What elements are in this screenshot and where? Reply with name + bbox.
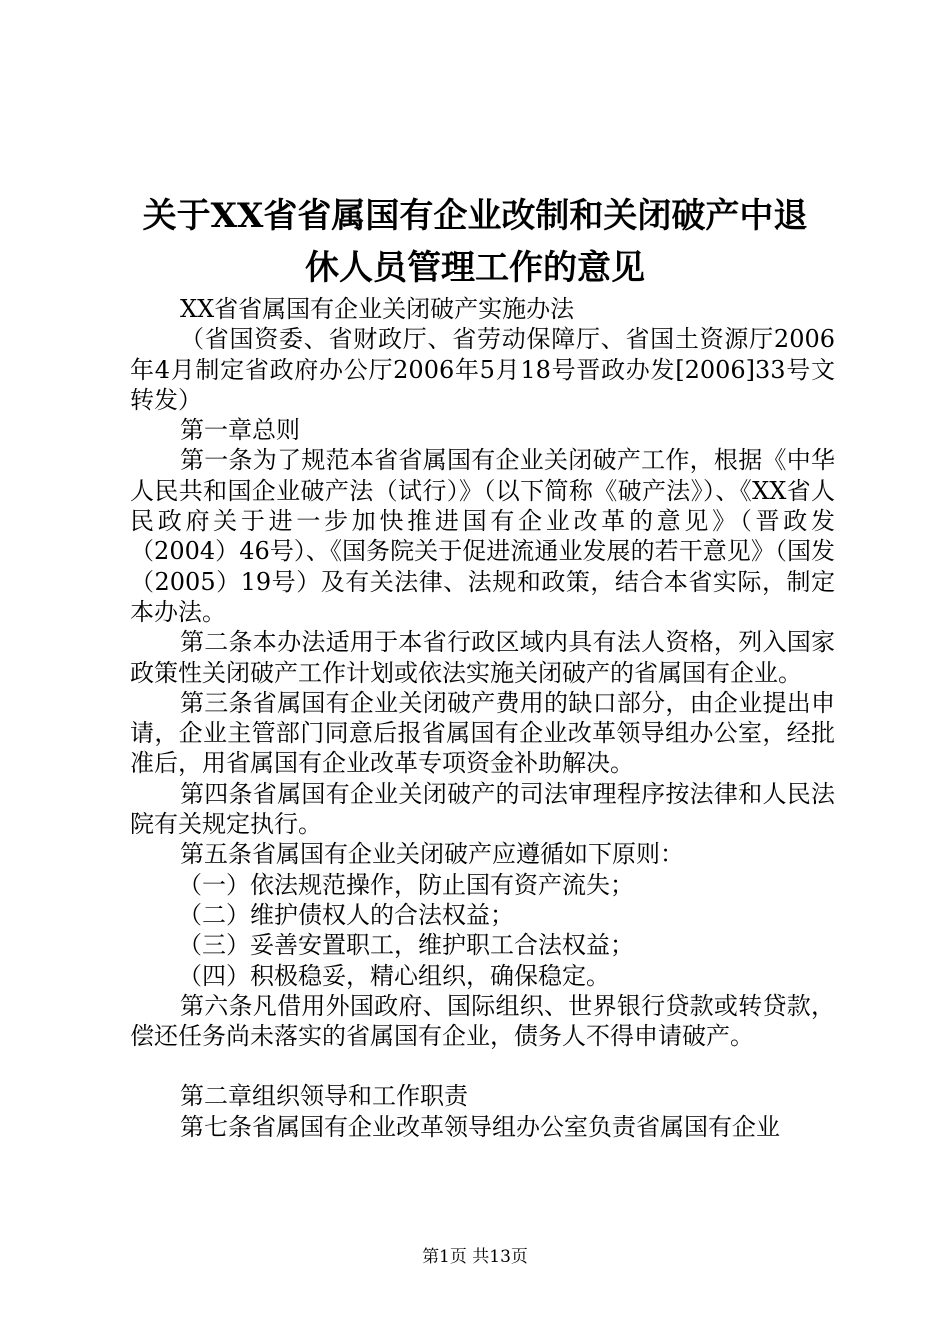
article-paragraph: 第五条省属国有企业关闭破产应遵循如下原则：	[180, 840, 684, 869]
article-paragraph: 第四条省属国有企业关闭破产的司法审理程序按法律和人民法院有关规定执行。	[130, 779, 835, 839]
list-item: （四）积极稳妥，精心组织，确保稳定。	[178, 961, 610, 990]
subtitle-paragraph: XX省省属国有企业关闭破产实施办法	[180, 295, 575, 323]
article-paragraph: 第七条省属国有企业改革领导组办公室负责省属国有企业	[180, 1112, 780, 1141]
list-item: （三）妥善安置职工，维护职工合法权益；	[178, 931, 634, 960]
document-body	[130, 294, 835, 1142]
article-paragraph: 第六条凡借用外国政府、国际组织、世界银行贷款或转贷款，偿还任务尚未落实的省属国有企业，债务人不得申请破产。	[130, 991, 835, 1051]
article-paragraph: 第三条省属国有企业关闭破产费用的缺口部分，由企业提出申请，企业主管部门同意后报省属国有企业改革领导组办公室，经批准后，用省属国有企业改革专项资金补助解决。	[130, 688, 835, 778]
source-note-paragraph: （省国资委、省财政厅、省劳动保障厅、省国土资源厅2006年4月制定省政府办公厅2006年5月18号晋政办发[2006]33号文转发）	[130, 325, 835, 414]
article-paragraph: 第一条为了规范本省省属国有企业关闭破产工作，根据《中华人民共和国企业破产法（试行）》（以下简称《破产法》）、《XX省人民政府关于进一步加快推进国有企业改革的意见》（晋政发（2004）46号）、《国务院关于促进流通业发展的若干意见》（国发（2005）19号）及有关法律、法规和政策，结合本省实际，制定本办法。	[130, 446, 835, 626]
article-paragraph: 第二条本办法适用于本省行政区域内具有法人资格，列入国家政策性关闭破产工作计划或依法实施关闭破产的省属国有企业。	[130, 628, 835, 687]
list-item: （二）维护债权人的合法权益；	[178, 900, 514, 929]
chapter-heading: 第二章组织领导和工作职责	[180, 1082, 468, 1111]
document-title-line-2: 休人员管理工作的意见	[305, 248, 645, 288]
document-title-line-1: 关于XX省省属国有企业改制和关闭破产中退	[142, 196, 808, 236]
chapter-heading: 第一章总则	[180, 416, 300, 445]
list-item: （一）依法规范操作，防止国有资产流失；	[178, 870, 634, 899]
page-footer: 第1页 共13页	[422, 1247, 528, 1267]
